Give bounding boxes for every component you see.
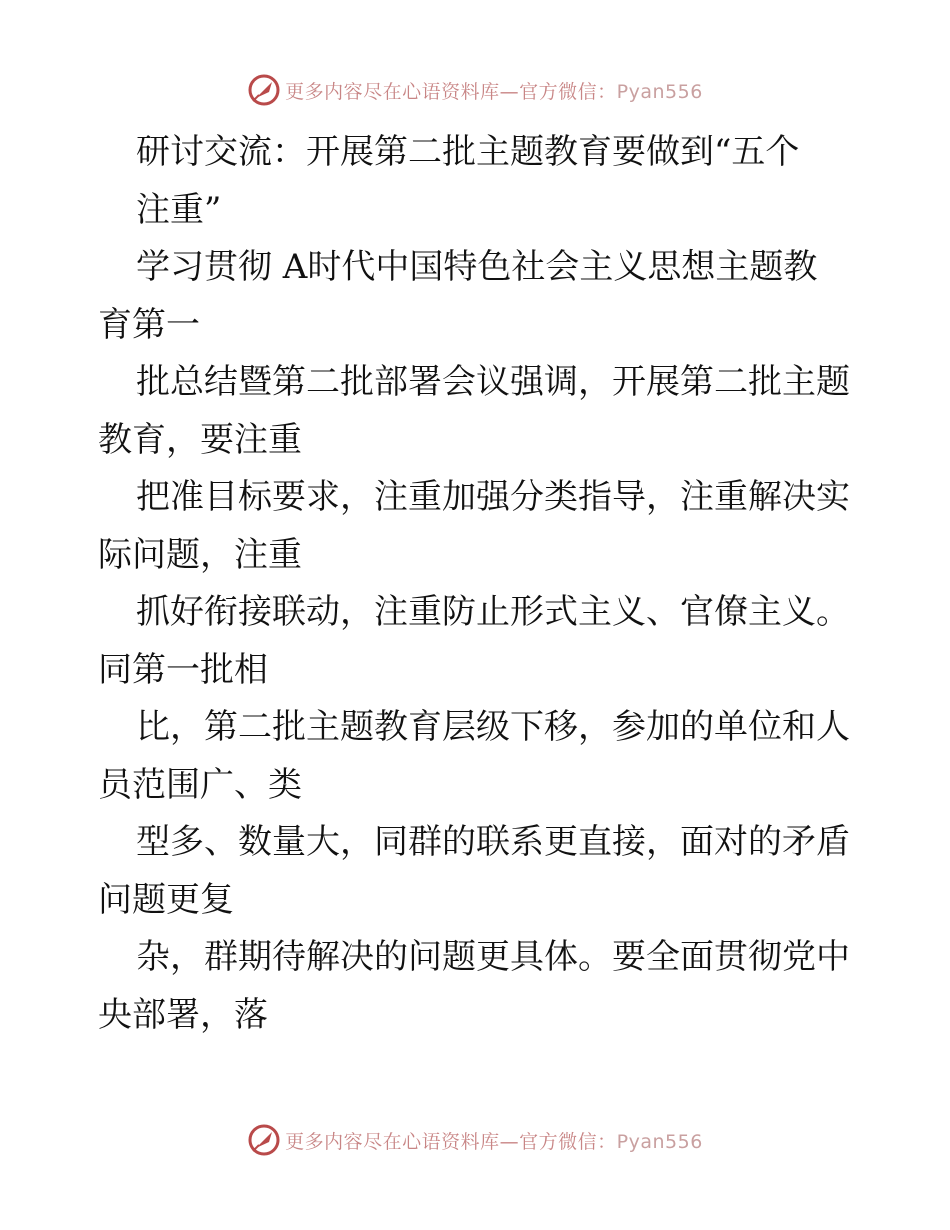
text-line: 研讨交流：开展第二批主题教育要做到“五个 [136, 132, 800, 172]
document-body [98, 124, 878, 1044]
watermark-text [285, 1127, 703, 1154]
text-line: 抓好衔接联动，注重防止形式主义、官僚主义。 [136, 592, 850, 632]
quill-logo-icon [247, 73, 281, 107]
watermark-wechat-id: Pyan556 [616, 80, 703, 103]
text-line: 教育，要注重 [98, 419, 302, 460]
text-line: 学习贯彻 A时代中国特色社会主义思想主题教 [136, 247, 818, 287]
text-line: 批总结暨第二批部署会议强调，开展第二批主题 [136, 362, 850, 402]
watermark-label: 更多内容尽在心语资料库—官方微信： [285, 80, 617, 103]
text-line: 员范围广、类 [98, 764, 302, 805]
text-line: 育第一 [98, 304, 200, 345]
watermark-text [285, 77, 703, 104]
text-line: 杂，群期待解决的问题更具体。要全面贯彻党中 [136, 937, 850, 977]
text-line: 型多、数量大，同群的联系更直接，面对的矛盾 [136, 822, 850, 862]
text-line: 问题更复 [98, 879, 234, 920]
text-line: 比，第二批主题教育层级下移，参加的单位和人 [136, 707, 850, 747]
watermark-label: 更多内容尽在心语资料库—官方微信： [285, 1130, 617, 1153]
watermark-wechat-id: Pyan556 [616, 1130, 703, 1153]
text-line: 注重” [136, 189, 222, 230]
text-line: 把准目标要求，注重加强分类指导，注重解决实 [136, 477, 850, 517]
text-line: 同第一批相 [98, 649, 268, 690]
header-watermark [0, 70, 950, 110]
quill-logo-icon [247, 1123, 281, 1157]
text-line: 际问题，注重 [98, 534, 302, 575]
footer-watermark [0, 1120, 950, 1160]
text-line: 央部署，落 [98, 994, 268, 1035]
